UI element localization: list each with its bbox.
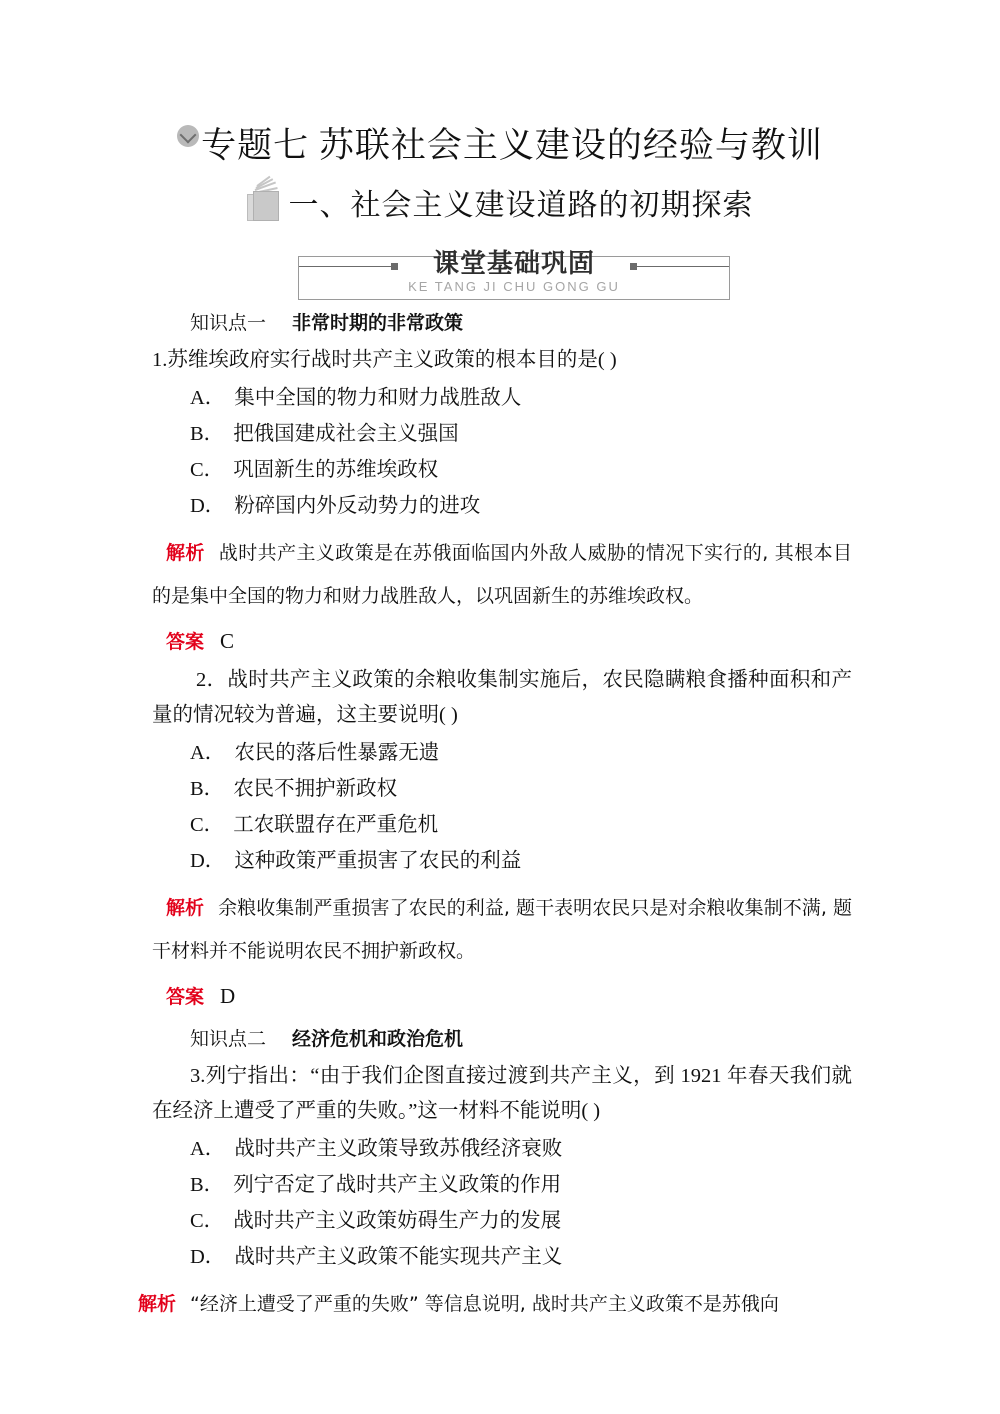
question-1-option-b <box>190 416 852 452</box>
option-key: A． <box>190 742 226 764</box>
option-key: D． <box>190 1246 226 1268</box>
option-key: C． <box>190 1210 225 1232</box>
question-3-option-b <box>190 1167 852 1203</box>
answer-label: 答案 <box>166 631 205 653</box>
question-2-option-a <box>190 735 852 771</box>
option-key: D． <box>190 850 226 872</box>
question-3-explanation <box>138 1283 852 1326</box>
option-text: 粉碎国内外反动势力的进攻 <box>234 495 481 517</box>
question-stem-3: 3.列宁指出：“由于我们企图直接过渡到共产主义，到 1921 年春天我们就在经济上遭受了严重的失败。”这一材料不能说明( ) <box>152 1065 852 1122</box>
chapter-title: 专题七 苏联社会主义建设的经验与教训 <box>201 126 823 165</box>
option-key: A． <box>190 387 226 409</box>
question-2-answer <box>166 977 852 1018</box>
option-text: 农民的落后性暴露无遗 <box>234 742 440 764</box>
option-text: 把俄国建成社会主义强国 <box>233 423 459 445</box>
option-text: 列宁否定了战时共产主义政策的作用 <box>233 1174 562 1196</box>
option-key: A． <box>190 1138 226 1160</box>
question-stem-2: 2．战时共产主义政策的余粮收集制实施后，农民隐瞒粮食播种面积和产量的情况较为普遍，这主要说明( ) <box>152 669 852 726</box>
book-cover <box>253 191 279 221</box>
option-text: 战时共产主义政策不能实现共产主义 <box>234 1246 563 1268</box>
knowledge-point-title-2: 经济危机和政治危机 <box>292 1028 464 1050</box>
question-stem-1: 1.苏维埃政府实行战时共产主义政策的根本目的是( ) <box>152 349 617 371</box>
answer-value: D <box>220 984 236 1008</box>
banner-title: 课堂基础巩固 <box>432 249 595 279</box>
question-1-answer <box>166 622 852 663</box>
chapter-title-row <box>0 118 1000 168</box>
option-key: D． <box>190 495 226 517</box>
banner-pinyin: KE TANG JI CHU GONG GU <box>408 279 620 294</box>
knowledge-point-heading-1 <box>190 308 852 339</box>
question-2-option-d <box>190 843 852 879</box>
question-3-option-d <box>190 1239 852 1275</box>
option-key: C． <box>190 814 225 836</box>
option-text: 战时共产主义政策导致苏俄经济衰败 <box>234 1138 563 1160</box>
section-banner <box>298 249 730 300</box>
exercise-content <box>138 308 852 1326</box>
explanation-text: 战时共产主义政策是在苏俄面临国内外敌人威胁的情况下实行的, 其根本目的是集中全国的物力和财力战胜敌人，以巩固新生的苏维埃政权。 <box>152 542 852 607</box>
option-text: 工农联盟存在严重危机 <box>233 814 439 836</box>
knowledge-point-heading-2 <box>190 1024 852 1055</box>
option-text: 巩固新生的苏维埃政权 <box>233 459 439 481</box>
explanation-text: 余粮收集制严重损害了农民的利益, 题干表明农民只是对余粮收集制不满, 题干材料并不能说明农民不拥护新政权。 <box>152 897 852 962</box>
question-1-option-c <box>190 452 852 488</box>
answer-value: C <box>220 629 235 653</box>
knowledge-point-label-1: 知识点一 <box>190 313 267 334</box>
option-text: 这种政策严重损害了农民的利益 <box>234 850 522 872</box>
explanation-text: “经济上遭受了严重的失败” 等信息说明, 战时共产主义政策不是苏俄向 <box>190 1293 779 1315</box>
question-1-option-d <box>190 488 852 524</box>
section-title: 一、社会主义建设道路的初期探索 <box>288 189 754 222</box>
explanation-label: 解析 <box>138 1293 177 1315</box>
explanation-label: 解析 <box>166 542 205 564</box>
option-key: B． <box>190 778 225 800</box>
question-1-explanation <box>152 532 852 618</box>
option-text: 战时共产主义政策妨碍生产力的发展 <box>233 1210 562 1232</box>
option-text: 农民不拥护新政权 <box>233 778 398 800</box>
question-2-option-b <box>190 771 852 807</box>
option-key: C． <box>190 459 225 481</box>
question-3-option-a <box>190 1131 852 1167</box>
question-2-option-c <box>190 807 852 843</box>
option-key: B． <box>190 423 225 445</box>
knowledge-point-label-2: 知识点二 <box>190 1029 267 1050</box>
circle-arrow-icon <box>177 125 199 147</box>
answer-label: 答案 <box>166 986 205 1008</box>
section-title-row <box>0 180 1000 224</box>
option-key: B． <box>190 1174 225 1196</box>
question-2-explanation <box>152 887 852 973</box>
explanation-label: 解析 <box>166 897 205 919</box>
knowledge-point-title-1: 非常时期的非常政策 <box>292 312 464 334</box>
question-3-option-c <box>190 1203 852 1239</box>
book-icon <box>247 181 281 221</box>
question-1-option-a <box>190 380 852 416</box>
option-text: 集中全国的物力和财力战胜敌人 <box>234 387 522 409</box>
